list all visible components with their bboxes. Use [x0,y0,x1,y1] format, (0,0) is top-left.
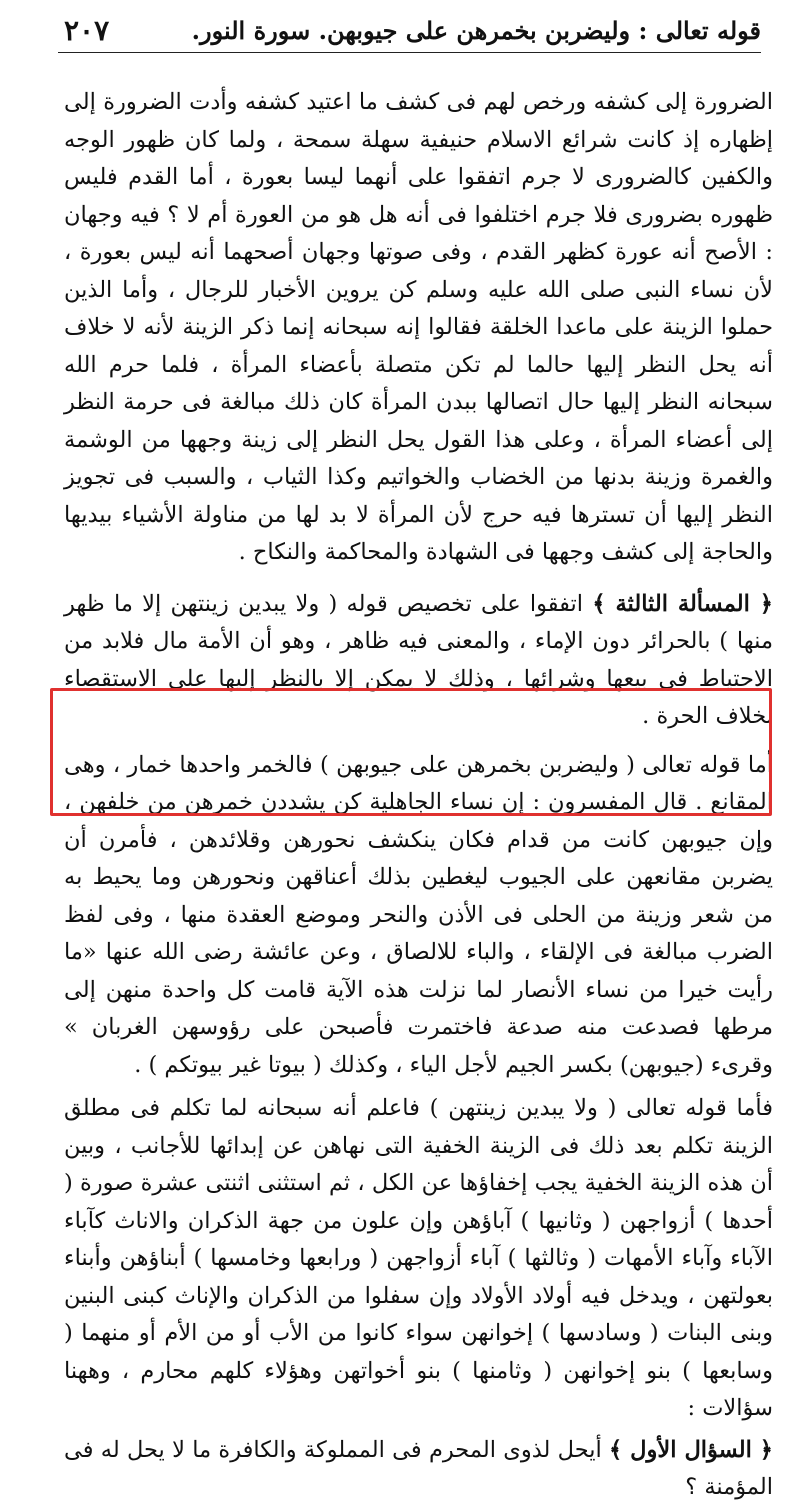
paragraph-face-hands: الضرورة إلى كشفه ورخص لهم فى كشف ما اعتيد كشفه وأدت الضرورة إلى إظهاره إذ كانت شرائع الاسلام حنيفية سهلة سمحة ، ولما كان ظهور الوجه والكفين كالضرورى لا جرم اتفقوا على أنهما ليسا بعورة ، أما القدم فليس ظهوره بضرورى فلا جرم اختلفوا فى أنه هل هو من العورة أم لا ؟ فيه وجهان : الأصح أنه عورة كظهر القدم ، وفى صوتها وجهان أصحهما أنه ليس بعورة ، لأن نساء النبى صلى الله عليه وسلم كن يروين الأخبار للرجال ، وأما الذين حملوا الزينة على ماعدا الخلقة فقالوا إنه سبحانه إنما ذكر الزينة لأنه لا خلاف أنه يحل النظر إليها حالما لم تكن متصلة بأعضاء المرأة ، فلما حرم الله سبحانه النظر إليها حال اتصالها ببدن المرأة كان ذلك مبالغة فى حرمة النظر إلى أعضاء المرأة ، وعلى هذا القول يحل النظر إلى زينة وجهها من الوشمة والغمرة وزينة بدنها من الخضاب والخواتيم وكذا الثياب ، والسبب فى تجويز النظر إليها أن تسترها فيه حرج لأن المرأة لا بد لها من مناولة الأشياء بيديها والحاجة إلى كشف وجهها فى الشهادة والمحاكمة والنكاح . [64,89,773,565]
question-heading: ﴿ السؤال الأول ﴾ [609,1436,773,1463]
running-title: قوله تعالى : وليضربن بخمرهن على جيوبهن. سورة النور. [191,15,761,45]
page-number: ٢٠٧ [64,13,110,47]
page-header [58,8,761,53]
issue-body: اتفقوا على تخصيص قوله ( ولا يبدين زينتهن إلا ما ظهر منها ) بالحرائر دون الإماء ، والمعنى فيه ظاهر ، وهو أن الأمة مال فلابد من الاحتياط فى بيعها وشرائها ، وذلك لا يمكن إلا بالنظر إليها على الاستقصاء بخلاف الحرة . [64,590,773,729]
paragraph-third-issue [64,586,773,736]
issue-heading: ﴿ المسألة الثالثة ﴾ [592,590,773,617]
page-body [64,84,774,1500]
paragraph-first-question [64,1432,773,1507]
paragraph-hidden-adornment: فأما قوله تعالى ( ولا يبدين زينتهن ) فاعلم أنه سبحانه لما تكلم فى مطلق الزينة تكلم بعد ذلك فى الزينة الخفية التى نهاهن عن إبدائها للأجانب ، وبين أن هذه الزينة الخفية يجب إخفاؤها عن الكل ، ثم استثنى اثنتى عشرة صورة ( أحدها ) أزواجهن ( وثانيها ) آباؤهن وإن علون من جهة الذكران والاناث كآباء الآباء وآباء الأمهات ( وثالثها ) آباء أزواجهن ( ورابعها وخامسها ) أبناؤهن وأبناء بعولتهن ، ويدخل فيه أولاد الأولاد وإن سفلوا من الذكران والإناث كبنى البنين وبنى البنات ( وسادسها ) إخوانهن سواء كانوا من الأب أو من الأم أو منهما ( وسابعها ) بنو إخوانهن ( وثامنها ) بنو أخواتهن وهؤلاء كلهم محارم ، وههنا سؤالات : [64,1095,773,1421]
question-body: أيحل لذوى المحرم فى المملوكة والكافرة ما لا يحل له فى المؤمنة ؟ [64,1436,773,1500]
paragraph-khimar: أما قوله تعالى ( وليضربن بخمرهن على جيوبهن ) فالخمر واحدها خمار ، وهى المقانع . قال المفسرون : إن نساء الجاهلية كن يشددن خمرهن من خلفهن ، وإن جيوبهن كانت من قدام فكان ينكشف نحورهن وقلائدهن ، فأمرن أن يضربن مقانعهن على الجيوب ليغطين بذلك أعناقهن ونحورهن وما يحيط به من شعر وزينة من الحلى فى الأذن والنحر وموضع العقدة منها ، وفى لفظ الضرب مبالغة فى الإلقاء ، والباء للالصاق ، وعن عائشة رضى الله عنها «ما رأيت خيرا من نساء الأنصار لما نزلت هذه الآية قامت كل واحدة منهن إلى مرطها فصدعت منه صدعة فاختمرت فأصبحن على رؤوسهن الغربان » وقرىء (جيوبهن) بكسر الجيم لأجل الياء ، وكذلك ( بيوتا غير بيوتكم ) . [64,751,774,1078]
